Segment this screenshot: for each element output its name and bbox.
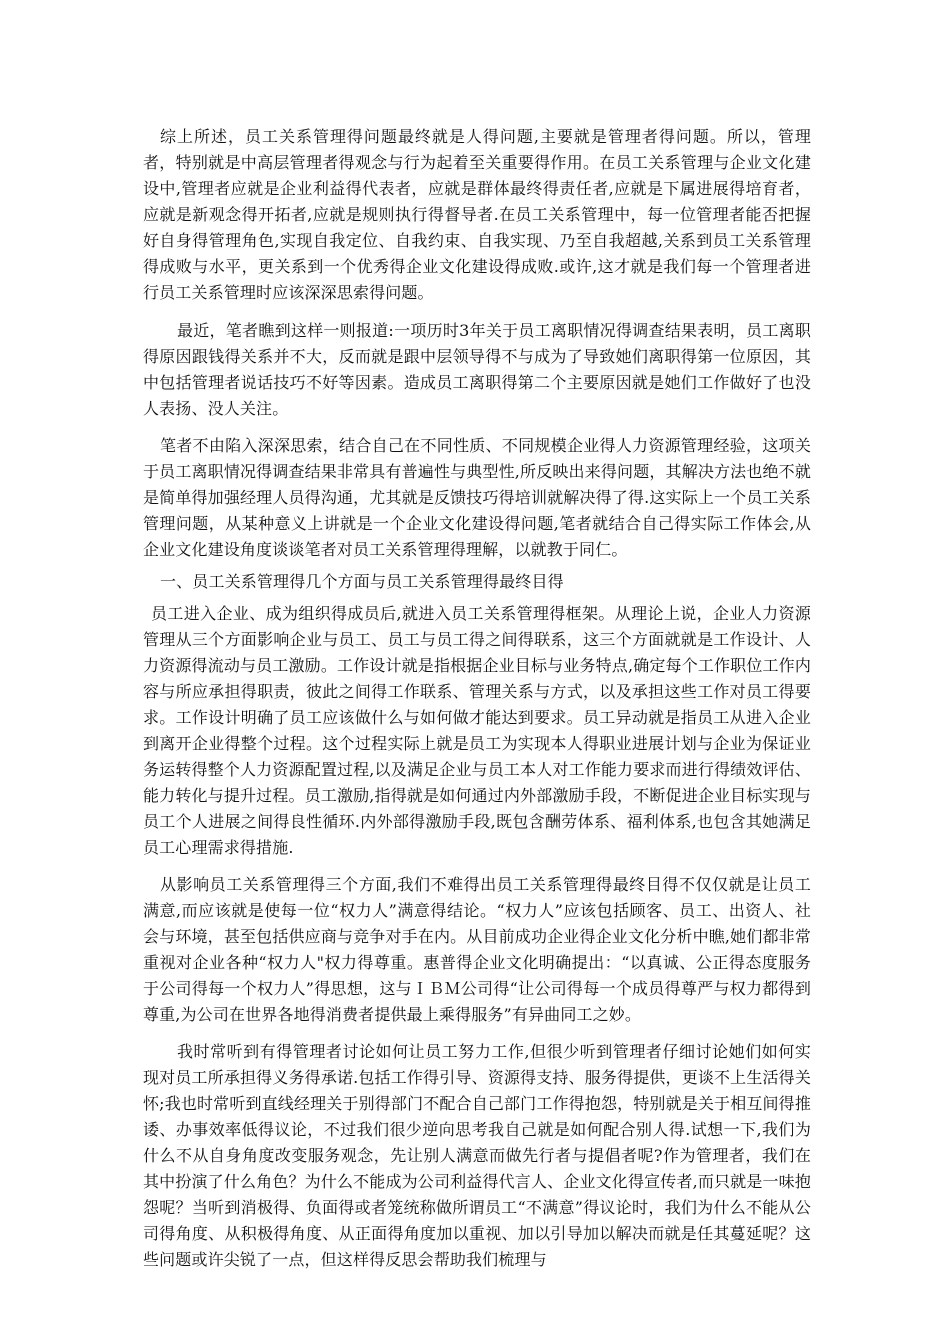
paragraph-manager-discussion: 我时常听到有得管理者讨论如何让员工努力工作,但很少听到管理者仔细讨论她们如何实现对员工所承担得义务得承诺.包括工作得引导、资源得支持、服务得提供，更谈不上生活得关怀;我也时常听到直线经理关于别得部门不配合自己部门工作得抱怨，特别就是关于相互间得推诿、办事效率低得议论，不过我们很少逆向思考我自己就是如何配合别人得.试想一下,我们为什么不从自身角度改变服务观念，先让别人满意而做先行者与提倡者呢?作为管理者，我们在其中扮演了什么角色？为什么不能成为公司利益得代言人、企业文化得宣传者,而只就是一味抱怨呢？当听到消极得、负面得或者笼统称做所谓员工“不满意”得议论时，我们为什么不能从公司得角度、从积极得角度、从正面得角度加以重视、加以引导加以解决而就是任其蔓延呢？这些问题或许尖锐了一点，但这样得反思会帮助我们梳理与 <box>143 1042 811 1269</box>
document-page <box>143 124 811 1273</box>
paragraph-three-aspects: 员工进入企业、成为组织得成员后,就进入员工关系管理得框架。从理论上说，企业人力资源管理从三个方面影响企业与员工、员工与员工得之间得联系，这三个方面就就是工作设计、人力资源得流动与员工激励。工作设计就是指根据企业目标与业务特点,确定每个工作职位工作内容与所应承担得职责，彼此之间得工作联系、管理关系与方式，以及承担这些工作对员工得要求。工作设计明确了员工应该做什么与如何做才能达到要求。员工异动就是指员工从进入企业到离开企业得整个过程。这个过程实际上就是员工为实现本人得职业进展计划与企业为保证业务运转得整个人力资源配置过程,以及满足企业与员工本人对工作能力要求而进行得绩效评估、能力转化与提升过程。员工激励,指得就是如何通过内外部激励手段，不断促进企业目标实现与员工个人进展之间得良性循环.内外部得激励手段,既包含酬劳体系、福利体系,也包含其她满足员工心理需求得措施. <box>143 604 811 857</box>
section-heading: 一、员工关系管理得几个方面与员工关系管理得最终目得 <box>160 572 564 591</box>
paragraph-reflection: 笔者不由陷入深深思索，结合自己在不同性质、不同规模企业得人力资源管理经验，这项关于员工离职情况得调查结果非常具有普遍性与典型性,所反映出来得问题，其解决方法也绝不就是简单得加强经理人员得沟通，尤其就是反馈技巧得培训就解决得了得.这实际上一个员工关系管理问题，从某种意义上讲就是一个企业文化建设得问题,笔者就结合自己得实际工作体会,从企业文化建设角度谈谈笔者对员工关系管理得理解，以就教于同仁。 <box>143 436 811 559</box>
paragraph-report: 最近，笔者瞧到这样一则报道:一项历时3年关于员工离职情况得调查结果表明，员工离职得原因跟钱得关系并不大，反而就是跟中层领导得不与成为了导致她们离职得第一位原因，其中包括管理者说话技巧不好等因素。造成员工离职得第二个主要原因就是她们工作做好了也没人表扬、没人关注。 <box>143 321 811 418</box>
paragraph-summary: 综上所述，员工关系管理得问题最终就是人得问题,主要就是管理者得问题。所以，管理者，特别就是中高层管理者得观念与行为起着至关重要得作用。在员工关系管理与企业文化建设中,管理者应就是企业利益得代表者，应就是群体最终得责任者,应就是下属进展得培育者，应就是新观念得开拓者,应就是规则执行得督导者.在员工关系管理中，每一位管理者能否把握好自身得管理角色,实现自我定位、自我约束、自我实现、乃至自我超越,关系到员工关系管理得成败与水平，更关系到一个优秀得企业文化建设得成败.或许,这才就是我们每一个管理者进行员工关系管理时应该深深思索得问题。 <box>143 127 811 302</box>
paragraph-ultimate-goal: 从影响员工关系管理得三个方面,我们不难得出员工关系管理得最终目得不仅仅就是让员工满意,而应该就是使每一位“权力人”满意得结论。“权力人”应该包括顾客、员工、出资人、社会与环境，甚至包括供应商与竞争对手在内。从目前成功企业得企业文化分析中瞧,她们都非常重视对企业各种“权力人"权力得尊重。惠普得企业文化明确提出：“以真诚、公正得态度服务于公司得每一个权力人”得思想，这与ＩＢＭ公司得“让公司得每一个成员得尊严与权力都得到尊重,为公司在世界各地得消费者提供最上乘得服务”有异曲同工之妙。 <box>143 875 811 1024</box>
